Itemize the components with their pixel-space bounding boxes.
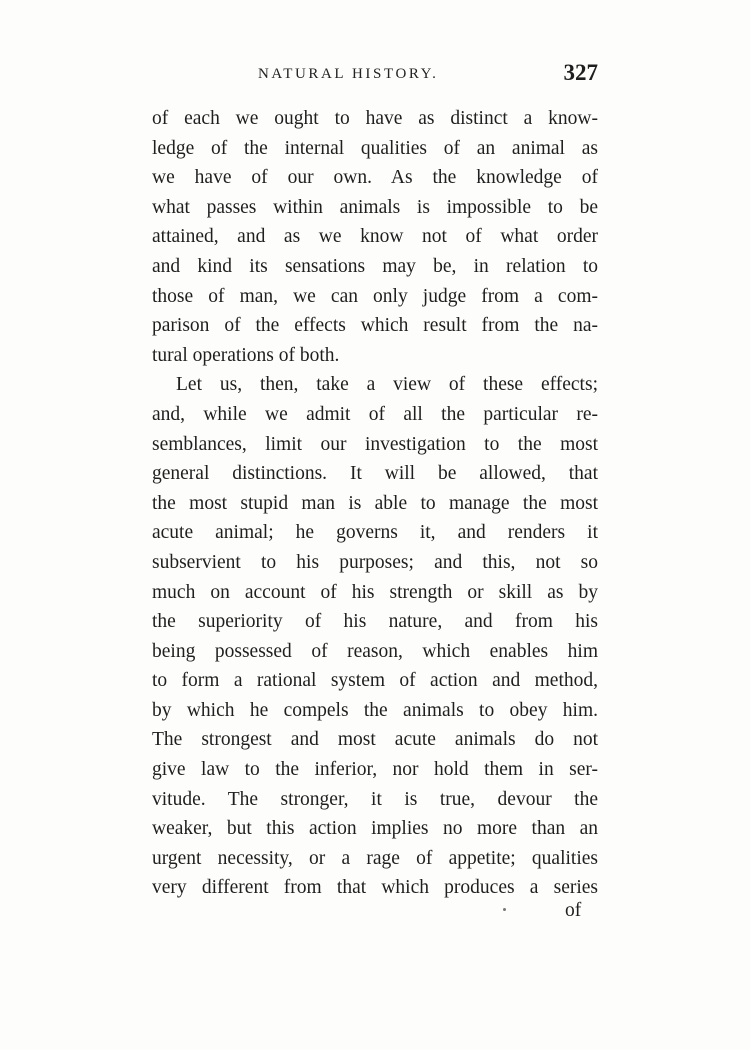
text-line: general distinctions. It will be allowed, that <box>152 463 598 485</box>
text-line: what passes within animals is impossible to be <box>152 196 598 218</box>
text-line: those of man, we can only judge from a com- <box>152 285 598 307</box>
text-line: of each we ought to have as distinct a know- <box>152 108 598 129</box>
page-number: 327 <box>563 60 598 85</box>
body-text <box>152 104 598 903</box>
text-line: parison of the effects which result from the na- <box>152 315 598 337</box>
running-title: NATURAL HISTORY. <box>258 66 439 82</box>
text-line: the superiority of his nature, and from his <box>152 611 598 633</box>
text-line: and, while we admit of all the particular re- <box>152 403 598 425</box>
text-line: and kind its sensations may be, in relation to <box>152 255 598 277</box>
text-line: urgent necessity, or a rage of appetite; qualities <box>152 847 598 869</box>
text-line: vitude. The stronger, it is true, devour the <box>152 788 598 810</box>
text-line: acute animal; he governs it, and renders it <box>152 522 598 544</box>
text-line: we have of our own. As the knowledge of <box>152 167 598 189</box>
text-line: the most stupid man is able to manage the most <box>152 492 598 514</box>
text-line: to form a rational system of action and method, <box>152 670 598 692</box>
text-line: being possessed of reason, which enables him <box>152 640 598 662</box>
running-head <box>150 62 600 92</box>
text-line: subservient to his purposes; and this, not so <box>152 551 598 573</box>
text-line: by which he compels the animals to obey him. <box>152 699 598 721</box>
text-line: The strongest and most acute animals do not <box>152 729 598 751</box>
text-line: tural operations of both. <box>152 344 340 366</box>
text-line: ledge of the internal qualities of an animal as <box>152 137 598 159</box>
ink-speck <box>503 908 506 911</box>
catchword: of <box>565 900 582 921</box>
text-line: give law to the inferior, nor hold them in ser- <box>152 759 598 781</box>
text-line: Let us, then, take a view of these effects; <box>176 374 598 396</box>
text-line: very different from that which produces a series <box>152 877 598 899</box>
text-line: weaker, but this action implies no more than an <box>152 818 598 840</box>
text-line: much on account of his strength or skill as by <box>152 581 598 603</box>
text-line: attained, and as we know not of what order <box>152 226 598 248</box>
text-line: semblances, limit our investigation to the most <box>152 433 598 455</box>
